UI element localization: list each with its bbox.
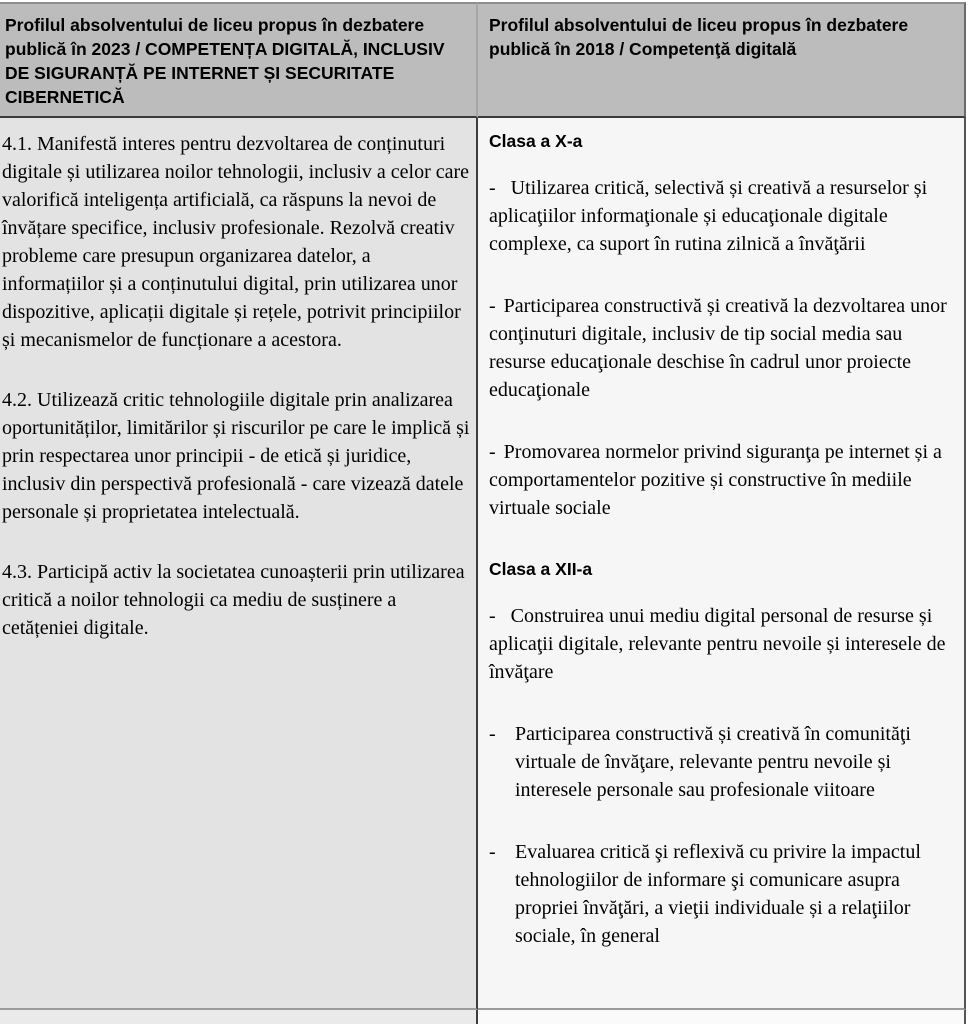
list-item xyxy=(489,602,958,686)
list-item-text: Construirea unui mediu digital personal de resurse și aplicaţii digitale, relevante pentru nevoile și interesele de învăţare xyxy=(489,605,946,683)
paragraph-4-2: 4.2. Utilizează critic tehnologiile digitale prin analizarea oportunităților, limitărilor și riscurilor pe care le implică și prin respectarea unor principii - de etică și juridice, inclusiv din perspectivă profesională - care vizează datele personale și proprietatea intelectuală. xyxy=(2,389,470,523)
list-item-text: Participarea constructivă și creativă la dezvoltarea unor conţinuturi digitale, inclusiv de tip social media sau resurse educaţionale deschise în cadrul unor proiecte educaţionale xyxy=(489,295,947,401)
header-title-2018: Profilul absolventului de liceu propus în dezbatere publică în 2018 / Competenţă digitală xyxy=(489,15,909,59)
dash-bullet: - xyxy=(489,723,496,745)
section-clasa-x xyxy=(489,130,958,522)
list-item-text: Utilizarea critică, selectivă și creativă a resurselor și aplicaţiilor informaţionale și educaţionale digitale complexe, ca suport în rutina zilnică a învăţării xyxy=(489,177,928,255)
header-title-2023: Profilul absolventului de liceu propus în dezbatere publică în 2023 / COMPETENȚA DIGITALĂ, INCLUSIV DE SIGURANȚĂ PE INTERNET ȘI SECURITATE CIBERNETICĂ xyxy=(5,15,445,107)
section-clasa-xii xyxy=(489,558,958,950)
next-row-cell-left xyxy=(0,1010,478,1024)
dash-bullet: - xyxy=(489,841,496,863)
paragraph-4-3: 4.3. Participă activ la societatea cunoașterii prin utilizarea critică a noilor tehnologii ca mediu de susținere a cetățeniei digitale. xyxy=(2,561,465,639)
dash-bullet: - xyxy=(489,177,496,199)
next-row-cell-right xyxy=(478,1010,966,1024)
list-item-text: Participarea constructivă și creativă în comunităţi virtuale de învăţare, relevante pentru nevoile și interesele personale sau profesionale viitoare xyxy=(515,723,911,801)
header-cell-2023 xyxy=(0,2,478,118)
list-item xyxy=(489,292,958,404)
paragraph-4-1: 4.1. Manifestă interes pentru dezvoltarea de conținuturi digitale și utilizarea noilor tehnologii, inclusiv a celor care valorifică inteligența artificială, ca răspuns la nevoi de învățare specifice, inclusiv profesionale. Rezolvă creativ probleme care presupun organizarea datelor, a informațiilor și a conținutului digital, prin utilizarea unor dispozitive, aplicații digitale și rețele, potrivit principiilor și mecanismelor de funcționare a acestora. xyxy=(2,133,470,351)
section-heading-clasa-xii: Clasa a XII-a xyxy=(489,559,593,579)
list-item xyxy=(489,174,958,258)
list-item-text: Promovarea normelor privind siguranţa pe internet și a comportamentelor pozitive și constructive în mediile virtuale sociale xyxy=(489,441,942,519)
list-item xyxy=(489,720,958,804)
section-heading-clasa-x: Clasa a X-a xyxy=(489,131,583,151)
list-item-text: Evaluarea critică şi reflexivă cu privire la impactul tehnologiilor de informare şi comunicare asupra propriei învăţări, a vieţii individuale și a relaţiilor sociale, în general xyxy=(515,841,921,947)
dash-bullet: - xyxy=(489,441,496,463)
list-item xyxy=(489,438,958,522)
body-cell-2018 xyxy=(478,118,966,1010)
list-item xyxy=(489,838,958,950)
comparison-table xyxy=(0,2,974,1024)
dash-bullet: - xyxy=(489,605,496,627)
header-cell-2018 xyxy=(478,2,966,118)
dash-bullet: - xyxy=(489,295,496,317)
body-cell-2023 xyxy=(0,118,478,1010)
